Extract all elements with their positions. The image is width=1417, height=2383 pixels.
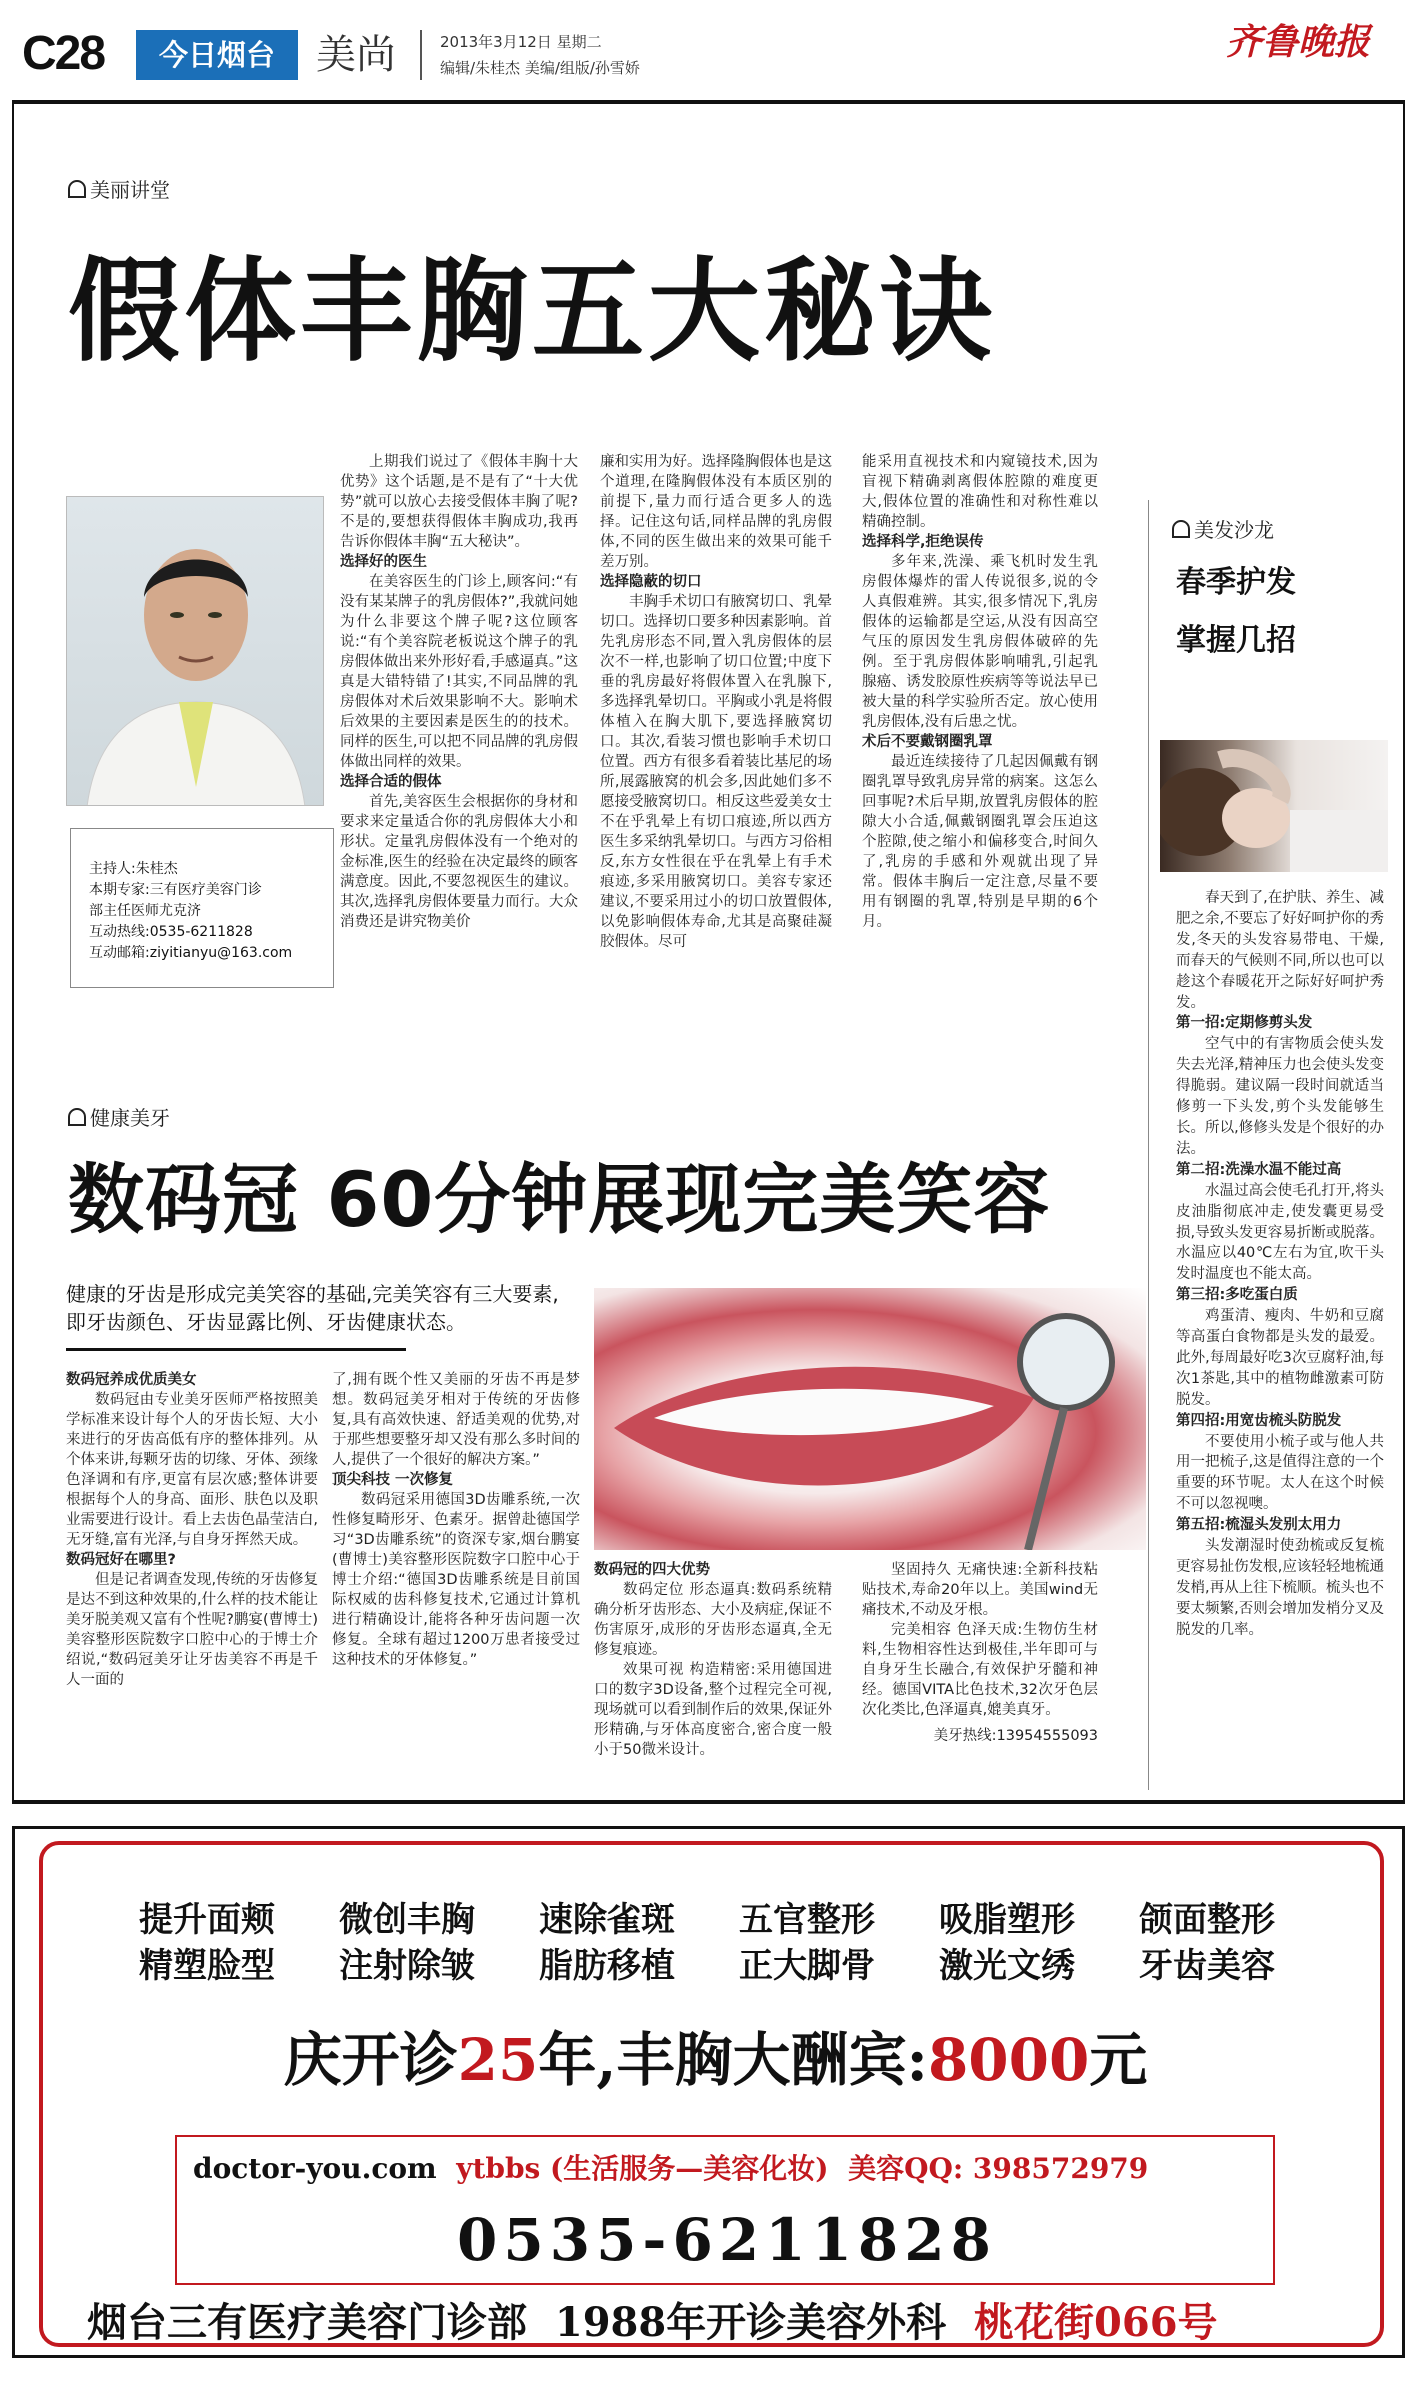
subheading: 选择合适的假体 bbox=[340, 774, 442, 790]
subheading: 第五招:梳湿头发别太用力 bbox=[1176, 1517, 1342, 1534]
subheading: 术后不要戴钢圈乳罩 bbox=[862, 734, 993, 750]
host-expert: 本期专家:三有医疗美容门诊 bbox=[89, 882, 262, 898]
paragraph: 完美相容 色泽天成:生物仿生材料,生物相容性达到极佳,半年即可与自身牙生长融合,有效保护牙髓和神经。德国VITA比色技术,32次牙色层次化类比,色泽逼真,媲美真牙。 bbox=[862, 1622, 1098, 1718]
ad-red-border bbox=[39, 1841, 1384, 2347]
subheading: 第一招:定期修剪头发 bbox=[1176, 1015, 1313, 1032]
lead-rule bbox=[66, 1348, 406, 1351]
paragraph: 能采用直视技术和内窥镜技术,因为盲视下精确剥离假体腔隙的难度更大,假体位置的准确性和对称性难以精确控制。 bbox=[862, 454, 1098, 530]
portrait-figure bbox=[67, 497, 324, 806]
ad-services-row2 bbox=[107, 1943, 1367, 1989]
paper-logo: 齐鲁晚报 bbox=[1226, 21, 1371, 63]
paragraph: 丰胸手术切口有腋窝切口、乳晕切口。选择切口要多种因素影响。首先乳房形态不同,置入乳房假体的层次不一样,也影响了切口位置;中度下垂的乳房最好将假体置入在乳腺下,多选择乳晕切口。平胸或小乳是将假体植入在胸大肌下,要选择腋窝切口。其次,看装习惯也影响手术切口位置。西方有很多看着装比基尼的场所,展露腋窝的机会多,因此她们多不愿接受腋窝切口。相反这些爱美女士不在乎乳晕上有切口痕迹,所以西方医生多采纳乳晕切口。与西方习俗相反,东方女性很在乎在乳晕上有手术痕迹,多采用腋窝切口。美容专家还建议,不要采用过小的切口放置假体,以免影响假体寿命,尤其是高聚硅凝胶假体。尽可 bbox=[600, 594, 832, 950]
promo-price: 8000 bbox=[927, 2026, 1090, 2094]
paragraph: 多年来,洗澡、乘飞机时发生乳房假体爆炸的雷人传说很多,说的令人真假难辨。其实,很多情况下,乳房假体的运输都是空运,从没有因高空气压的原因发生乳房假体破碎的先例。至于乳房假体影响哺乳,引起乳腺癌、诱发胶原性疾病等等说法早已被大量的科学实验所否定。放心使用乳房假体,没有后患之忧。 bbox=[862, 554, 1098, 730]
hair-wash-photo bbox=[1160, 740, 1388, 872]
ad-service: 脂肪移植 bbox=[539, 1946, 675, 1986]
hair-photo-figure bbox=[1160, 740, 1388, 872]
ad-forum: ytbbs (生活服务—美容化妆) bbox=[456, 2152, 829, 2185]
host-expert-title: 部主任医师尤克济 bbox=[89, 903, 201, 919]
article2-col2 bbox=[332, 1370, 580, 1670]
subheading: 选择隐蔽的切口 bbox=[600, 574, 702, 590]
paragraph: 数码冠采用德国3D齿雕系统,一次性修复畸形牙、色素牙。据曾赴德国学习“3D齿雕系统”的资深专家,烟台鹏宴(曹博士)美容整形医院数字口腔中心于博士介绍:“德国3D齿雕系统是目前国际权威的齿科修复技术,它通过计算机进行精确设计,能将各种牙齿问题一次修复。全球有超过1200万患者接受过这种技术的牙体修复。” bbox=[332, 1492, 580, 1668]
subheading: 数码冠养成优质美女 bbox=[66, 1372, 197, 1388]
kicker-healthy-teeth: 健康美牙 bbox=[68, 1108, 170, 1128]
paragraph: 空气中的有害物质会使头发失去光泽,精神压力也会使头发变得脆弱。建议隔一段时间就适当修剪一下头发,剪个头发能够生长。所以,修修头发是个很好的办法。 bbox=[1176, 1036, 1384, 1157]
ad-service: 微创丰胸 bbox=[339, 1900, 475, 1940]
ad-qq: 美容QQ: 398572979 bbox=[848, 2152, 1149, 2185]
hair-title-line2: 掌握几招 bbox=[1176, 623, 1296, 658]
paragraph: 但是记者调查发现,传统的牙齿修复是达不到这种效果的,什么样的技术能让美牙脱美观又富有个性呢?鹏宴(曹博士)美容整形医院数字口腔中心的于博士介绍说,“数码冠美牙让牙齿美容不再是千人一面的 bbox=[66, 1572, 318, 1688]
paragraph: 廉和实用为好。选择隆胸假体也是这个道理,在隆胸假体没有本质区别的前提下,量力而行适合更多人的选择。记住这句话,同样品牌的乳房假体,不同的医生做出来的效果可能千差万别。 bbox=[600, 454, 832, 570]
paragraph: 了,拥有既个性又美丽的牙齿不再是梦想。数码冠美牙相对于传统的牙齿修复,具有高效快速、舒适美观的优势,对于那些想要整牙却又没有那么多时间的人,提供了一个很好的解决方案。” bbox=[332, 1372, 580, 1468]
ad-services bbox=[107, 1897, 1367, 1989]
ad-bottom-line bbox=[87, 2299, 1218, 2346]
ad-service: 提升面颊 bbox=[139, 1900, 275, 1940]
article1-col1 bbox=[340, 452, 578, 932]
paragraph: 春天到了,在护肤、养生、减肥之余,不要忘了好好呵护你的秀发,冬天的头发容易带电、干燥,而春天的气候则不同,所以也可以趁这个春暖花开之际好好呵护秀发。 bbox=[1176, 890, 1384, 1011]
article1-col2 bbox=[600, 452, 832, 952]
column-divider bbox=[1148, 500, 1149, 1790]
article1-col3 bbox=[862, 452, 1098, 932]
paragraph: 头发潮湿时使劲梳或反复梳更容易扯伤发根,应该轻轻地梳通发梢,再从上往下梳顺。梳头也不要太频繁,否则会增加发梢分叉及脱发的几率。 bbox=[1176, 1538, 1384, 1638]
subheading: 第三招:多吃蛋白质 bbox=[1176, 1287, 1298, 1304]
paragraph: 上期我们说过了《假体丰胸十大优势》这个话题,是不是有了“十大优势”就可以放心去接受假体丰胸了呢?不是的,要想获得假体丰胸成功,我再告诉你假体丰胸“五大秘诀”。 bbox=[340, 454, 578, 550]
expert-portrait bbox=[66, 496, 324, 806]
section-tag: 今日烟台 bbox=[136, 30, 298, 80]
page-number: C28 bbox=[22, 27, 105, 80]
ad-services-row1 bbox=[107, 1897, 1367, 1943]
kicker-beauty-class: 美丽讲堂 bbox=[68, 180, 170, 200]
ad-contact-box bbox=[175, 2135, 1275, 2285]
ad-contact-line bbox=[193, 2152, 1149, 2185]
subheading: 数码冠好在哪里? bbox=[66, 1552, 176, 1568]
ad-service: 正大脚骨 bbox=[739, 1946, 875, 1986]
ad-address: 桃花街066号 bbox=[974, 2299, 1218, 2346]
ad-service: 吸脂塑形 bbox=[939, 1900, 1075, 1940]
ad-service: 激光文绣 bbox=[939, 1946, 1075, 1986]
subheading: 顶尖科技 一次修复 bbox=[332, 1472, 454, 1488]
paragraph: 最近连续接待了几起因佩戴有钢圈乳罩导致乳房异常的病案。这怎么回事呢?术后早期,放置乳房假体的腔隙大小合适,佩戴钢圈乳罩会压迫这个腔隙,使之缩小和偏移变合,时间久了,乳房的手感和外观就出现了异常。假体丰胸后一定注意,尽量不要用有钢圈的乳罩,特别是早期的6个月。 bbox=[862, 754, 1098, 930]
headline-digital-crown: 数码冠 60分钟展现完美笑容 bbox=[68, 1155, 1051, 1244]
paragraph: 不要使用小梳子或与他人共用一把梳子,这是值得注意的一个重要的环节呢。太人在这个时候不可以忽视噢。 bbox=[1176, 1433, 1384, 1513]
host-name: 主持人:朱桂杰 bbox=[89, 861, 178, 877]
subsection-name: 美尚 bbox=[316, 32, 396, 78]
host-email: 互动邮箱:ziyitianyu@163.com bbox=[89, 945, 293, 961]
article2-col4 bbox=[862, 1560, 1098, 1746]
ad-service: 五官整形 bbox=[739, 1900, 875, 1940]
ad-website[interactable]: doctor-you.com bbox=[193, 2152, 437, 2185]
date-line: 2013年3月12日 星期二 bbox=[440, 33, 602, 51]
paragraph: 水温过高会使毛孔打开,将头皮油脂彻底冲走,使发囊更易受损,导致头发更容易折断或脱落。水温应以40℃左右为宜,吹干头发时温度也不能太高。 bbox=[1176, 1182, 1384, 1283]
ad-service: 速除雀斑 bbox=[539, 1900, 675, 1940]
subheading: 选择好的医生 bbox=[340, 554, 427, 570]
editor-line: 编辑/朱桂杰 美编/组版/孙雪娇 bbox=[440, 59, 640, 77]
ad-phone: 0535-6211828 bbox=[457, 2206, 997, 2274]
headline-breast: 假体丰胸五大秘诀 bbox=[68, 247, 996, 377]
smile-figure bbox=[594, 1288, 1146, 1550]
paragraph: 数码冠由专业美牙医师严格按照美学标准来设计每个人的牙齿长短、大小来进行的牙齿高低有序的整体排列。从个体来讲,每颗牙齿的切缘、牙体、颈缘色泽调和有序,更富有层次感;整体讲要根据每个人的身高、面形、肤色以及职业需要进行设计。看上去齿色晶莹洁白,无牙缝,富有光泽,与自身牙挥然天成。 bbox=[66, 1392, 318, 1548]
promo-years: 25 bbox=[457, 2026, 539, 2094]
article2-lead: 健康的牙齿是形成完美笑容的基础,完美笑容有三大要素,即牙齿颜色、牙齿显露比例、牙齿健康状态。 bbox=[66, 1282, 559, 1334]
ad-service: 牙齿美容 bbox=[1139, 1946, 1275, 1986]
subheading: 数码冠的四大优势 bbox=[594, 1562, 710, 1578]
article2-col1 bbox=[66, 1370, 318, 1690]
ad-clinic-name: 烟台三有医疗美容门诊部 bbox=[87, 2299, 527, 2346]
article2-col3 bbox=[594, 1560, 832, 1760]
subheading: 选择科学,拒绝误传 bbox=[862, 534, 984, 550]
promo-text-c: 年,丰胸大酬宾: bbox=[538, 2026, 928, 2094]
hair-title-line1: 春季护发 bbox=[1176, 565, 1296, 600]
subheading: 第二招:洗澡水温不能过高 bbox=[1176, 1161, 1342, 1178]
promo-unit: 元 bbox=[1089, 2026, 1148, 2094]
kicker-hair-salon: 美发沙龙 bbox=[1172, 520, 1274, 540]
paragraph: 数码定位 形态逼真:数码系统精确分析牙齿形态、大小及病症,保证不伤害原牙,成形的牙齿形态逼真,全无修复痕迹。 bbox=[594, 1582, 832, 1658]
hair-article-text bbox=[1176, 888, 1384, 1641]
ad-service: 精塑脸型 bbox=[139, 1946, 275, 1986]
clinic-advertisement bbox=[12, 1826, 1405, 2358]
ad-service: 注射除皱 bbox=[339, 1946, 475, 1986]
ad-promo bbox=[43, 2026, 1388, 2094]
paragraph: 坚固持久 无痛快速:全新科技粘贴技术,寿命20年以上。美国wind无痛技术,不动及牙根。 bbox=[862, 1562, 1098, 1618]
paragraph: 在美容医生的门诊上,顾客问:“有没有某某牌子的乳房假体?”,我就问她为什么非要这个牌子呢?这位顾客说:“有个美容院老板说这个牌子的乳房假体做出来外形好看,手感逼真。”这真是大错特错了!其实,不同品牌的乳房假体对术后效果影响不大。影响术后效果的主要因素是医生的的技术。同样的医生,可以把不同品牌的乳房假体做出同样的效果。 bbox=[340, 574, 578, 770]
header-divider bbox=[420, 30, 422, 80]
ad-since: 1988年开诊美容外科 bbox=[554, 2299, 947, 2346]
subheading: 第四招:用宽齿梳头防脱发 bbox=[1176, 1412, 1342, 1429]
ad-service: 颌面整形 bbox=[1139, 1900, 1275, 1940]
paragraph: 效果可视 构造精密:采用德国进口的数字3D设备,整个过程完全可视,现场就可以看到制作后的效果,保证外形精确,与牙体高度密合,密合度一般小于50微米设计。 bbox=[594, 1662, 832, 1758]
host-info-box bbox=[70, 828, 334, 988]
smile-photo bbox=[594, 1288, 1146, 1550]
paragraph: 首先,美容医生会根据你的身材和要求来定量适合你的乳房假体大小和形状。定量乳房假体没有一个绝对的金标准,医生的经验在决定最终的顾客满意度。因此,不要忽视医生的建议。其次,选择乳房假体要量力而行。大众消费还是讲究物美价 bbox=[340, 794, 578, 930]
promo-text-a: 庆开诊 bbox=[283, 2026, 458, 2094]
hotline-text: 美牙热线:13954555093 bbox=[933, 1728, 1098, 1744]
host-hotline: 互动热线:0535-6211828 bbox=[89, 924, 253, 940]
paragraph: 鸡蛋清、瘦肉、牛奶和豆腐等高蛋白食物都是头发的最爱。此外,每周最好吃3次豆腐籽油,每次1茶匙,其中的植物雌激素可防脱发。 bbox=[1176, 1308, 1384, 1408]
